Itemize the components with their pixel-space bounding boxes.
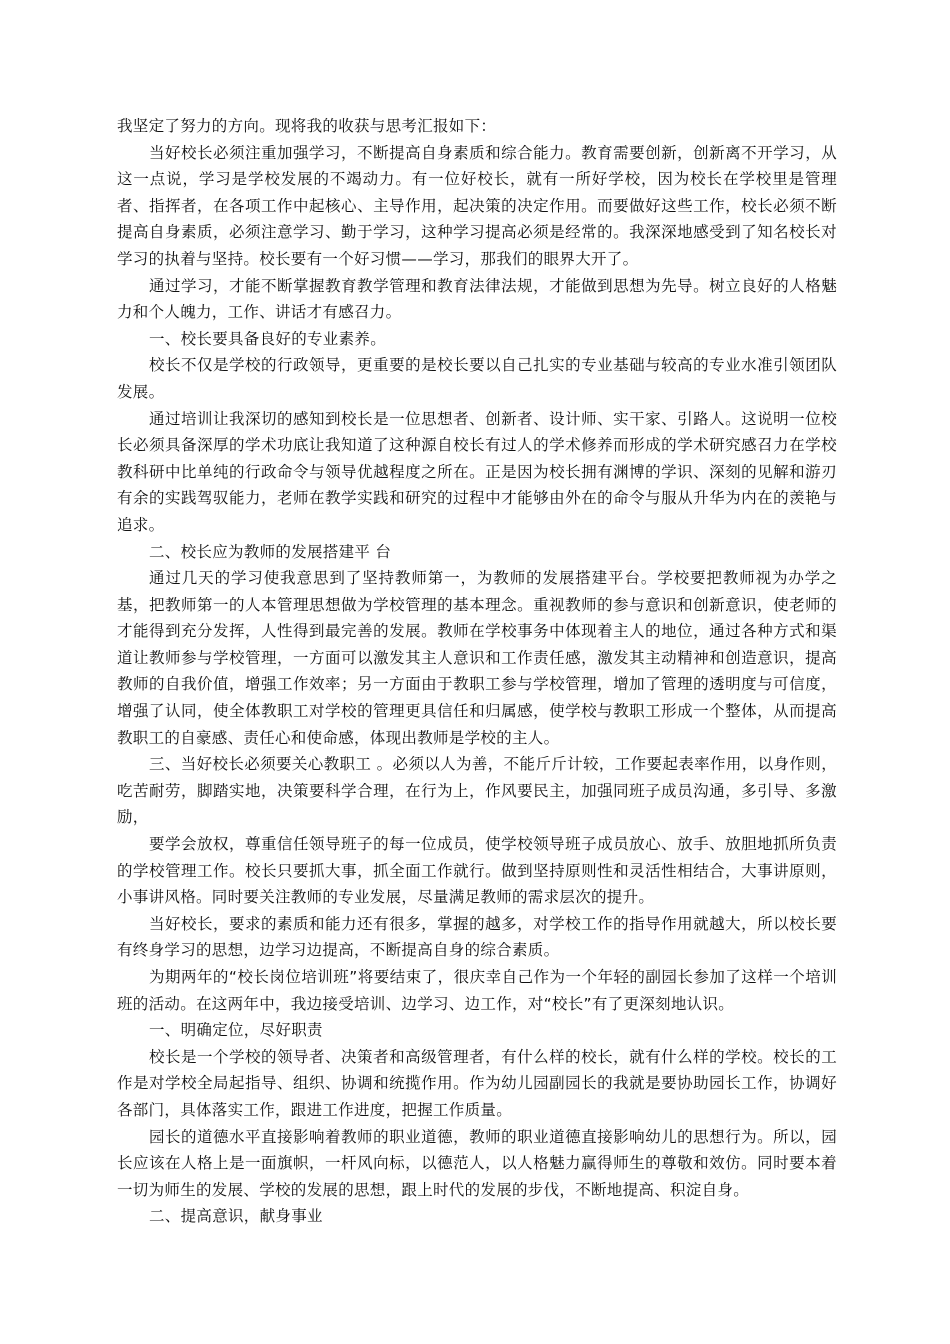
- heading-raise-awareness: 二、提高意识，献身事业: [149, 1207, 323, 1226]
- heading-care-staff: 三、当好校长必须要关心教职工 。必须以人为善，不能斤斤计较，工作要起表率作用，以身作则，吃苦耐劳，脚踏实地，决策要科学合理，在行为上，作风要民主，加强同班子成员沟通，多引导、多激励，: [117, 755, 837, 827]
- paragraph-learning: 当好校长必须注重加强学习，不断提高自身素质和综合能力。教育需要创新，创新离不开学习，从这一点说，学习是学校发展的不竭动力。有一位好校长，就有一所好学校，因为校长在学校里是管理者、指挥者，在各项工作中起核心、主导作用，起决策的决定作用。而要做好这些工作，校长必须不断提高自身素质，必须注意学习、勤于学习，这种学习提高必须是经常的。我深深地感受到了知名校长对学习的执着与坚持。校长要有一个好习惯——学习，那我们的眼界大开了。: [117, 143, 837, 268]
- paragraph-principal-role: 校长是一个学校的领导者、决策者和高级管理者，有什么样的校长，就有什么样的学校。校长的工作是对学校全局起指导、组织、协调和统揽作用。作为幼儿园副园长的我就是要协助园长工作，协调好各部门，具体落实工作，跟进工作进度，把握工作质量。: [117, 1047, 837, 1119]
- heading-professional-quality: 一、校长要具备良好的专业素养。: [149, 329, 387, 348]
- paragraph-intro: 我坚定了努力的方向。现将我的收获与思考汇报如下：: [117, 117, 497, 135]
- paragraph-delegation: 要学会放权，尊重信任领导班子的每一位成员，使学校领导班子成员放心、放手、放胆地抓所负责的学校管理工作。校长只要抓大事，抓全面工作就行。做到坚持原则性和灵活性相结合，大事讲原则，小事讲风格。同时要关注教师的专业发展，尽量满足教师的需求层次的提升。: [117, 835, 837, 907]
- paragraph-training-program: 为期两年的“校长岗位培训班”将要结束了，很庆幸自己作为一个年轻的副园长参加了这样一个培训班的活动。在这两年中，我边接受培训、边学习、边工作，对“校长”有了更深刻地认识。: [117, 968, 837, 1013]
- paragraph-training-insight: 通过培训让我深切的感知到校长是一位思想者、创新者、设计师、实干家、引路人。这说明一位校长必须具备深厚的学术功底让我知道了这种源自校长有过人的学术修养而形成的学术研究感召力在学校教科研中比单纯的行政命令与领导优越程度之所在。正是因为校长拥有渊博的学识、深刻的见解和游刃有余的实践驾驭能力，老师在教学实践和研究的过程中才能够由外在的命令与服从升华为内在的羡艳与追求。: [117, 409, 837, 534]
- paragraph-teacher-first: 通过几天的学习使我意思到了坚持教师第一，为教师的发展搭建平台。学校要把教师视为办学之基，把教师第一的人本管理思想做为学校管理的基本理念。重视教师的参与意识和创新意识，使老师的才能得到充分发挥，人性得到最完善的发展。教师在学校事务中体现着主人的地位，通过各种方式和渠道让教师参与学校管理，一方面可以激发其主人意识和工作责任感，激发其主动精神和创造意识，提高教师的自我价值，增强工作效率；另一方面由于教职工参与学校管理，增加了管理的透明度与可信度，增强了认同，使全体教职工对学校的管理更具信任和归属感，使学校与教职工形成一个整体，从而提高教职工的自豪感、责任心和使命感，体现出教师是学校的主人。: [117, 569, 837, 747]
- paragraph-moral-standard: 园长的道德水平直接影响着教师的职业道德，教师的职业道德直接影响幼儿的思想行为。所以，园长应该在人格上是一面旗帜，一杆风向标，以德范人，以人格魅力赢得师生的尊敬和效仿。同时要本着一切为师生的发展、学校的发展的思想，跟上时代的发展的步伐，不断地提高、积淀自身。: [117, 1127, 837, 1199]
- document-page: [117, 113, 837, 1230]
- paragraph-professional-leadership: 校长不仅是学校的行政领导，更重要的是校长要以自己扎实的专业基础与较高的专业水准引领团队发展。: [117, 356, 837, 401]
- heading-clear-position: 一、明确定位，尽好职责: [149, 1021, 323, 1040]
- paragraph-learning-outcome: 通过学习，才能不断掌握教育教学管理和教育法律法规，才能做到思想为先导。树立良好的人格魅力和个人魄力，工作、讲话才有感召力。: [117, 276, 837, 322]
- heading-teacher-platform: 二、校长应为教师的发展搭建平 台: [149, 542, 392, 561]
- paragraph-lifelong-learning: 当好校长，要求的素质和能力还有很多，掌握的越多，对学校工作的指导作用就越大，所以校长要有终身学习的思想，边学习边提高，不断提高自身的综合素质。: [117, 914, 837, 960]
